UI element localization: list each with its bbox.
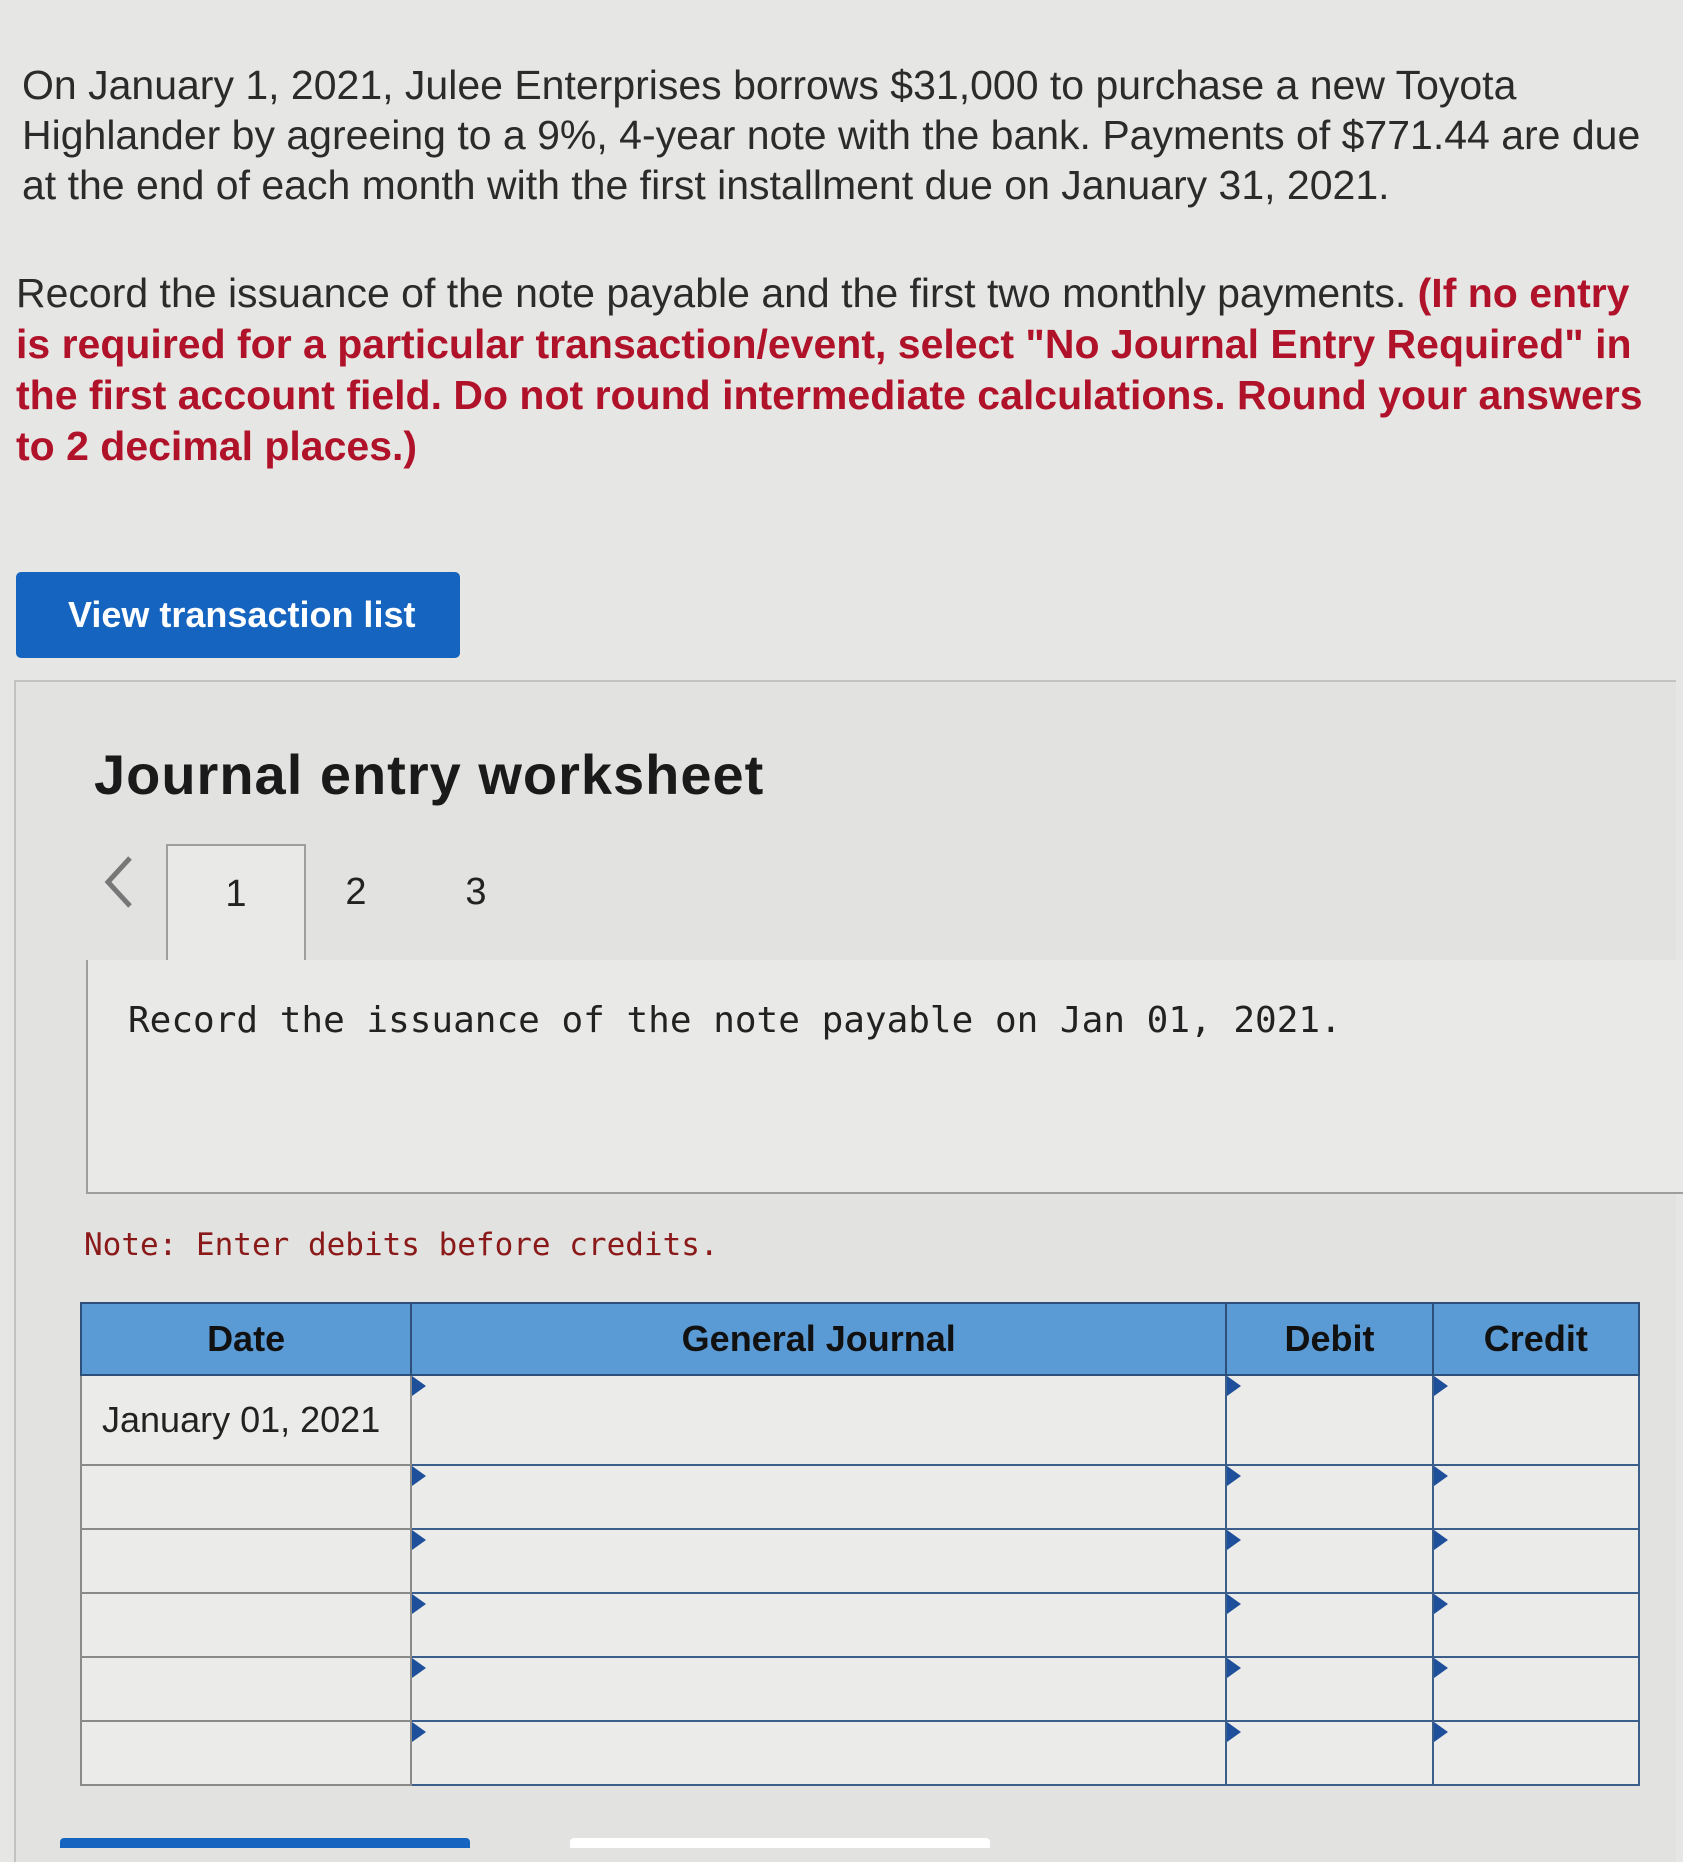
entry-note: Note: Enter debits before credits. bbox=[84, 1227, 719, 1263]
account-input[interactable] bbox=[412, 1466, 1225, 1528]
journal-row bbox=[81, 1721, 1639, 1785]
tab-3[interactable]: 3 bbox=[465, 871, 487, 913]
account-cell[interactable] bbox=[411, 1657, 1226, 1721]
dropdown-triangle-icon bbox=[1434, 1722, 1448, 1742]
journal-row bbox=[81, 1657, 1639, 1721]
dropdown-triangle-icon bbox=[412, 1658, 426, 1678]
header-credit: Credit bbox=[1433, 1303, 1639, 1375]
debit-cell[interactable] bbox=[1226, 1465, 1432, 1529]
debit-input[interactable] bbox=[1227, 1594, 1431, 1656]
dropdown-triangle-icon bbox=[412, 1466, 426, 1486]
account-cell[interactable] bbox=[411, 1465, 1226, 1529]
transaction-description: Record the issuance of the note payable on Jan 01, 2021. bbox=[128, 1000, 1342, 1041]
date-cell: January 01, 2021 bbox=[81, 1375, 411, 1465]
credit-input[interactable] bbox=[1434, 1722, 1638, 1784]
worksheet-title: Journal entry worksheet bbox=[94, 743, 765, 806]
debit-input[interactable] bbox=[1227, 1466, 1431, 1528]
dropdown-triangle-icon bbox=[1227, 1530, 1241, 1550]
instruction-plain: Record the issuance of the note payable and the first two monthly payments. bbox=[16, 270, 1407, 316]
journal-row bbox=[81, 1465, 1639, 1529]
account-cell[interactable] bbox=[411, 1375, 1226, 1465]
record-entry-button-edge[interactable] bbox=[60, 1838, 470, 1848]
credit-cell[interactable] bbox=[1433, 1529, 1639, 1593]
debit-cell[interactable] bbox=[1226, 1721, 1432, 1785]
date-cell bbox=[81, 1529, 411, 1593]
credit-cell[interactable] bbox=[1433, 1657, 1639, 1721]
debit-cell[interactable] bbox=[1226, 1375, 1432, 1465]
dropdown-triangle-icon bbox=[1434, 1466, 1448, 1486]
date-cell bbox=[81, 1593, 411, 1657]
journal-row bbox=[81, 1529, 1639, 1593]
account-input[interactable] bbox=[412, 1722, 1225, 1784]
credit-input[interactable] bbox=[1434, 1658, 1638, 1720]
credit-input[interactable] bbox=[1434, 1376, 1638, 1464]
transaction-panel bbox=[86, 960, 1683, 1194]
problem-statement: On January 1, 2021, Julee Enterprises borrows $31,000 to purchase a new Toyota Highlander by agreeing to a 9%, 4-year note with the bank. Payments of $771.44 are due at the end of each month with the first installment due on January 31, 2021. bbox=[22, 62, 1641, 208]
credit-input[interactable] bbox=[1434, 1594, 1638, 1656]
debit-cell[interactable] bbox=[1226, 1529, 1432, 1593]
problem-instructions bbox=[16, 268, 1656, 472]
tab-1[interactable]: 1 bbox=[166, 844, 306, 960]
credit-input[interactable] bbox=[1434, 1466, 1638, 1528]
dropdown-triangle-icon bbox=[1227, 1466, 1241, 1486]
date-cell bbox=[81, 1721, 411, 1785]
journal-entry-worksheet bbox=[14, 680, 1676, 1862]
dropdown-triangle-icon bbox=[1227, 1594, 1241, 1614]
credit-input[interactable] bbox=[1434, 1530, 1638, 1592]
account-cell[interactable] bbox=[411, 1593, 1226, 1657]
debit-input[interactable] bbox=[1227, 1530, 1431, 1592]
journal-header-row bbox=[81, 1303, 1639, 1375]
debit-input[interactable] bbox=[1227, 1658, 1431, 1720]
debit-input[interactable] bbox=[1227, 1376, 1431, 1464]
dropdown-triangle-icon bbox=[412, 1376, 426, 1396]
debit-input[interactable] bbox=[1227, 1722, 1431, 1784]
credit-cell[interactable] bbox=[1433, 1375, 1639, 1465]
account-input[interactable] bbox=[412, 1594, 1225, 1656]
header-date: Date bbox=[81, 1303, 411, 1375]
dropdown-triangle-icon bbox=[1227, 1658, 1241, 1678]
dropdown-triangle-icon bbox=[1434, 1376, 1448, 1396]
tab-2[interactable]: 2 bbox=[345, 871, 367, 913]
view-transaction-list-button[interactable]: View transaction list bbox=[16, 572, 460, 658]
account-input[interactable] bbox=[412, 1376, 1225, 1464]
account-input[interactable] bbox=[412, 1658, 1225, 1720]
account-input[interactable] bbox=[412, 1530, 1225, 1592]
date-cell bbox=[81, 1465, 411, 1529]
dropdown-triangle-icon bbox=[1227, 1376, 1241, 1396]
clear-entry-button-edge[interactable] bbox=[570, 1838, 990, 1848]
journal-row bbox=[81, 1375, 1639, 1465]
dropdown-triangle-icon bbox=[412, 1594, 426, 1614]
dropdown-triangle-icon bbox=[1434, 1658, 1448, 1678]
dropdown-triangle-icon bbox=[1434, 1594, 1448, 1614]
journal-row bbox=[81, 1593, 1639, 1657]
journal-table bbox=[80, 1302, 1640, 1786]
debit-cell[interactable] bbox=[1226, 1593, 1432, 1657]
date-cell bbox=[81, 1657, 411, 1721]
dropdown-triangle-icon bbox=[412, 1722, 426, 1742]
dropdown-triangle-icon bbox=[412, 1530, 426, 1550]
header-debit: Debit bbox=[1226, 1303, 1432, 1375]
dropdown-triangle-icon bbox=[1227, 1722, 1241, 1742]
instruction-red: (If no entry is required for a particular transaction/event, select "No Journal Entry Required" in the first account field. Do not round intermediate calculations. Round your answers to 2 decimal places.) bbox=[16, 270, 1643, 469]
credit-cell[interactable] bbox=[1433, 1465, 1639, 1529]
chevron-left-icon[interactable] bbox=[100, 852, 140, 912]
header-general-journal: General Journal bbox=[411, 1303, 1226, 1375]
debit-cell[interactable] bbox=[1226, 1657, 1432, 1721]
account-cell[interactable] bbox=[411, 1721, 1226, 1785]
dropdown-triangle-icon bbox=[1434, 1530, 1448, 1550]
credit-cell[interactable] bbox=[1433, 1721, 1639, 1785]
account-cell[interactable] bbox=[411, 1529, 1226, 1593]
credit-cell[interactable] bbox=[1433, 1593, 1639, 1657]
